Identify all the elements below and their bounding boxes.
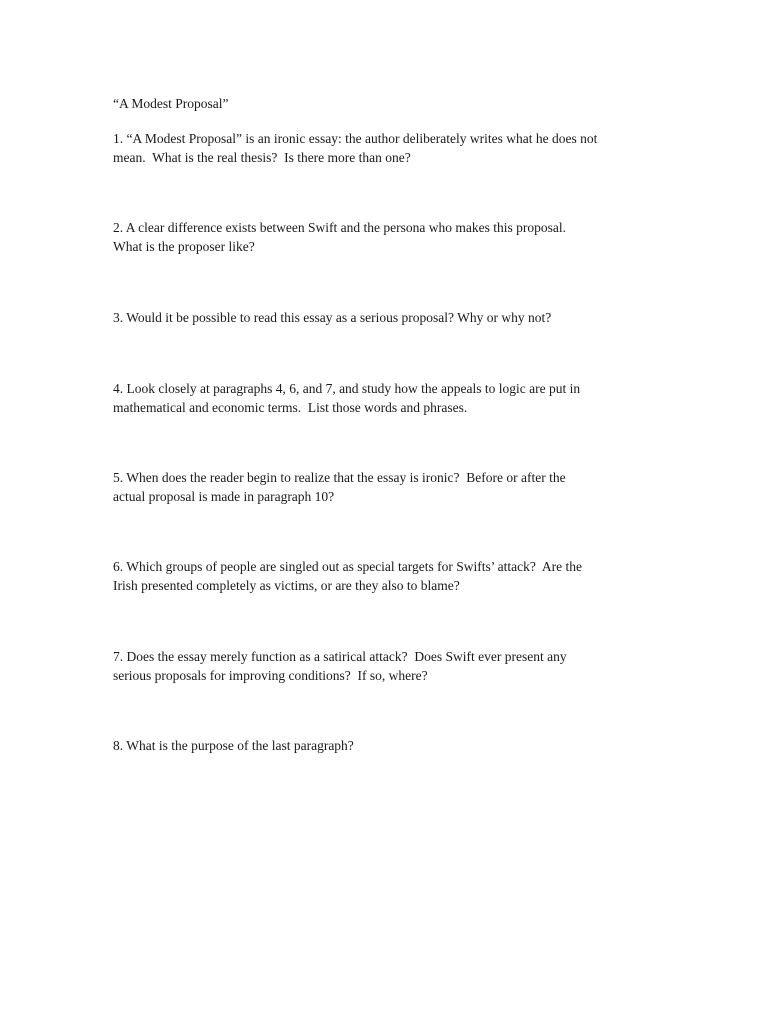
question-1-line-1: 1. “A Modest Proposal” is an ironic essay: the author deliberately writes what he does not <box>113 131 598 146</box>
question-7-line-2: serious proposals for improving conditions? If so, where? <box>113 668 428 683</box>
question-5-line-2: actual proposal is made in paragraph 10? <box>113 489 335 504</box>
question-1-line-2: mean. What is the real thesis? Is there more than one? <box>113 150 411 165</box>
question-6 <box>113 557 673 595</box>
question-5 <box>113 468 673 506</box>
question-8-line-1: 8. What is the purpose of the last paragraph? <box>113 738 354 753</box>
question-4-line-1: 4. Look closely at paragraphs 4, 6, and 7, and study how the appeals to logic are put in <box>113 381 581 396</box>
question-2-line-2: What is the proposer like? <box>113 239 255 254</box>
question-4-line-2: mathematical and economic terms. List those words and phrases. <box>113 400 468 415</box>
question-1 <box>113 129 673 167</box>
question-3-line-1: 3. Would it be possible to read this essay as a serious proposal? Why or why not? <box>113 310 552 325</box>
question-7-line-1: 7. Does the essay merely function as a satirical attack? Does Swift ever present any <box>113 649 567 664</box>
question-6-line-2: Irish presented completely as victims, or are they also to blame? <box>113 578 460 593</box>
question-2-line-1: 2. A clear difference exists between Swift and the persona who makes this proposal. <box>113 220 567 235</box>
document-title: “A Modest Proposal” <box>113 96 229 111</box>
question-6-line-1: 6. Which groups of people are singled out as special targets for Swifts’ attack? Are the <box>113 559 582 574</box>
question-4 <box>113 379 673 417</box>
question-3 <box>113 308 673 327</box>
question-8 <box>113 736 673 755</box>
question-7 <box>113 647 673 685</box>
question-5-line-1: 5. When does the reader begin to realize that the essay is ironic? Before or after the <box>113 470 566 485</box>
question-2 <box>113 218 673 256</box>
